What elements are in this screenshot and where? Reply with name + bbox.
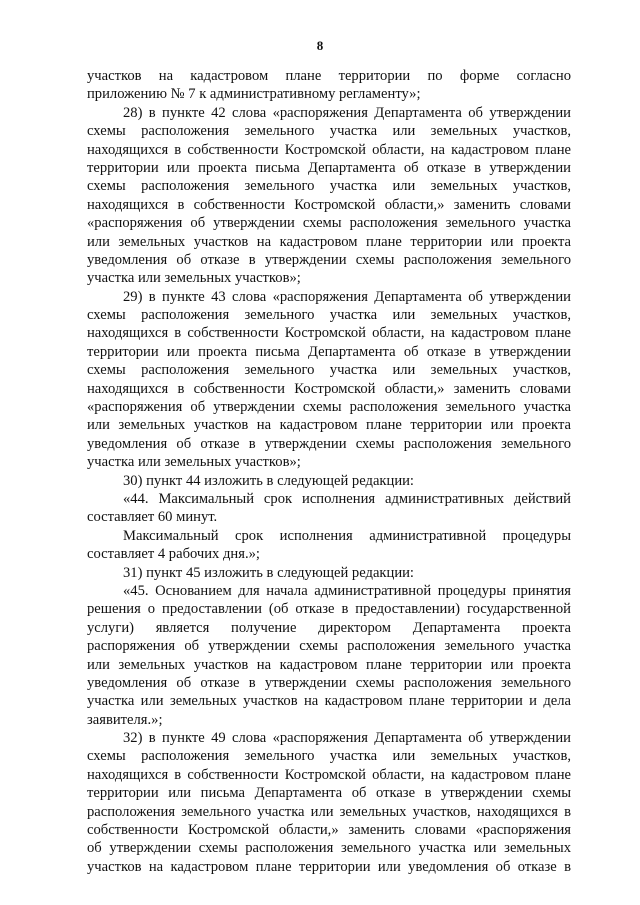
text-line: находящихся в собственности Костромской области, на кадастровом плане xyxy=(87,325,571,342)
text-line: распоряжения об утверждении схемы расположения земельного участка xyxy=(87,638,571,655)
text-line: 31) пункт 45 изложить в следующей редакции: xyxy=(123,564,414,581)
text-line: участка или земельных участков»; xyxy=(87,270,301,287)
text-line: об утверждении схемы расположения земельного участка или земельных xyxy=(87,840,571,857)
text-line: участков на кадастровом плане территории по форме согласно xyxy=(87,68,571,84)
text-line: находящихся в собственности Костромской области,» заменить словами xyxy=(87,196,571,213)
text-line: уведомления об отказе в утверждении схемы расположения земельного xyxy=(87,251,571,268)
text-line: схемы расположения земельного участка или земельных участков, xyxy=(87,178,571,195)
text-line: 30) пункт 44 изложить в следующей редакции: xyxy=(123,472,414,489)
text-line: или земельных участков на кадастровом плане территории или проекта xyxy=(87,417,571,434)
text-line: находящихся в собственности Костромской области, на кадастровом плане xyxy=(87,766,571,783)
text-line: территории или проекта письма Департамента об отказе в утверждении xyxy=(87,159,571,176)
text-line: или земельных участков на кадастровом плане территории или проекта xyxy=(87,233,571,250)
text-line: схемы расположения земельного участка или земельных участков, xyxy=(87,123,571,140)
text-line: «45. Основанием для начала административной процедуры принятия xyxy=(123,582,571,599)
text-line: приложению № 7 к административному регламенту»; xyxy=(87,86,421,103)
text-line: схемы расположения земельного участка или земельных участков, xyxy=(87,362,571,379)
document-body xyxy=(87,67,571,876)
text-line: уведомления об отказе в утверждении схемы расположения земельного xyxy=(87,674,571,691)
text-line: «распоряжения об утверждении схемы расположения земельного участка xyxy=(87,399,571,416)
text-line: или земельных участков на кадастровом плане территории или проекта xyxy=(87,656,571,673)
text-line: составляет 4 рабочих дня.»; xyxy=(87,546,260,563)
text-line: участка или земельных участков на кадастровом плане территории и дела xyxy=(87,693,571,710)
text-line: 29) в пункте 43 слова «распоряжения Департамента об утверждении xyxy=(123,288,571,305)
text-line: схемы расположения земельного участка или земельных участков, xyxy=(87,748,571,765)
text-line: решения о предоставлении (об отказе в предоставлении) государственной xyxy=(87,601,571,618)
text-line: схемы расположения земельного участка или земельных участков, xyxy=(87,307,571,324)
text-line: 32) в пункте 49 слова «распоряжения Департамента об утверждении xyxy=(123,730,571,747)
text-line: участков на кадастровом плане территории или уведомления об отказе в xyxy=(87,858,571,875)
text-line: находящихся в собственности Костромской области,» заменить словами xyxy=(87,380,571,397)
text-line: находящихся в собственности Костромской области, на кадастровом плане xyxy=(87,141,571,158)
text-line: уведомления об отказе в утверждении схемы расположения земельного xyxy=(87,435,571,452)
text-line: расположения земельного участка или земельных участков, находящихся в xyxy=(87,803,571,820)
text-line: «44. Максимальный срок исполнения административных действий xyxy=(123,490,571,507)
text-line: Максимальный срок исполнения административной процедуры xyxy=(123,527,571,544)
page-number: 8 xyxy=(316,38,324,53)
text-line: участка или земельных участков»; xyxy=(87,454,301,471)
text-line: составляет 60 минут. xyxy=(87,509,218,526)
text-line: территории или письма Департамента об отказе в утверждении схемы xyxy=(87,785,571,802)
text-line: «распоряжения об утверждении схемы расположения земельного участка xyxy=(87,215,571,232)
text-line: заявителя.»; xyxy=(87,711,163,728)
text-line: территории или проекта письма Департамента об отказе в утверждении xyxy=(87,343,571,360)
text-line: услуги) является получение директором Департамента проекта xyxy=(87,619,571,636)
text-line: собственности Костромской области,» заменить словами «распоряжения xyxy=(87,822,571,839)
text-line: 28) в пункте 42 слова «распоряжения Департамента об утверждении xyxy=(123,104,571,121)
